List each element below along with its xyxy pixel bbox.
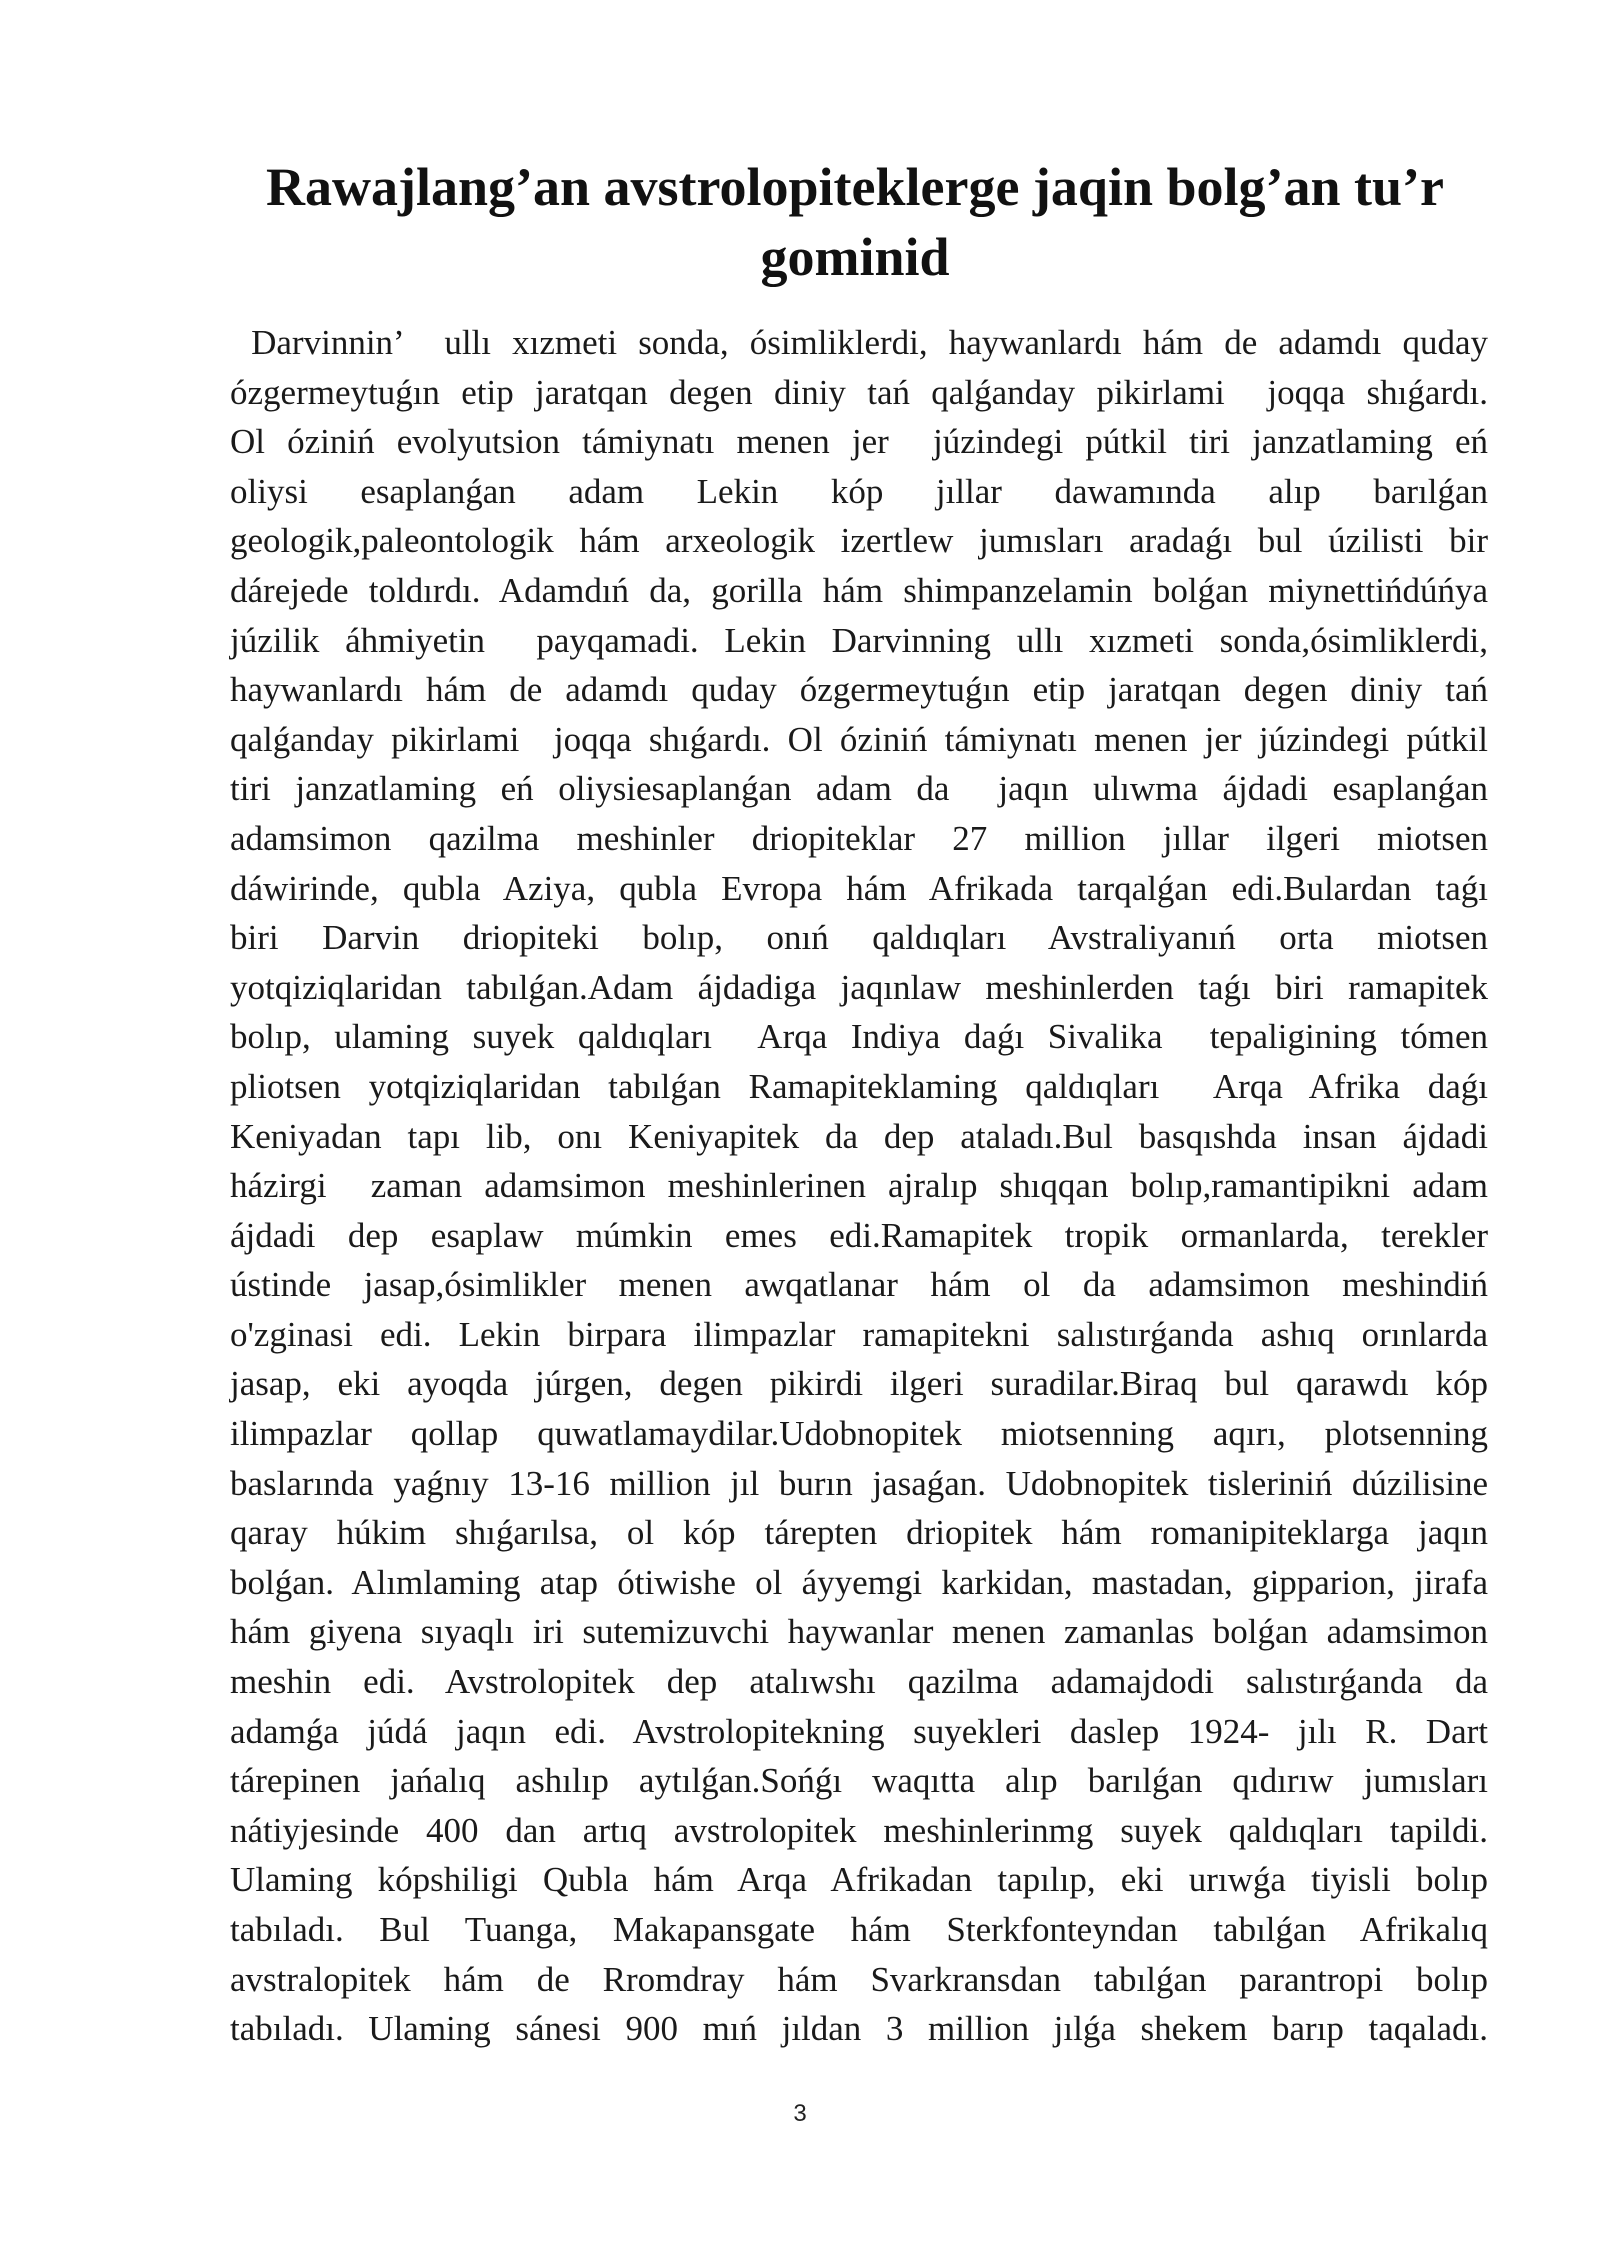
text-line: Ol óziniń evolyutsion támiynatı menen jer júzindegi pútkil tiri janzatlaming eń bbox=[230, 422, 1488, 462]
text-line: meshin edi. Avstrolopitek dep atalıwshı qazilma adamajdodi salıstırǵanda da bbox=[230, 1662, 1488, 1702]
title-line-1: Rawajlang’an avstrolopiteklerge jaqin bolg’an tu’r bbox=[265, 157, 1444, 217]
text-line: dárejede toldırdı. Adamdıń da, gorilla hám shimpanzelamin bolǵan miynettińdúńya bbox=[230, 570, 1488, 610]
text-line: ústinde jasap,ósimlikler menen awqatlanar hám ol da adamsimon meshindiń bbox=[230, 1265, 1488, 1305]
text-line: qaray húkim shıǵarılsa, ol kóp tárepten driopitek hám romanipiteklarga jaqın bbox=[230, 1513, 1488, 1553]
text-line: o'zginasi edi. Lekin birpara ilimpazlar ramapitekni salıstırǵanda ashıq orınlarda bbox=[230, 1314, 1488, 1354]
text-line: adamsimon qazilma meshinler driopiteklar 27 million jıllar ilgeri miotsen bbox=[230, 818, 1488, 858]
text-line: tárepinen jańalıq ashılıp aytılǵan.Sońǵı waqıtta alıp barılǵan qıdırıw jumısları bbox=[230, 1761, 1488, 1801]
text-line: bolıp, ulaming suyek qaldıqları Arqa Indiya daǵı Sivalika tepaligining tómen bbox=[230, 1017, 1488, 1057]
text-line: tiri janzatlaming eń oliysiesaplanǵan adam da jaqın ulıwma ájdadi esaplanǵan bbox=[230, 769, 1488, 809]
page-title bbox=[230, 152, 1480, 292]
text-line: ájdadi dep esaplaw múmkin emes edi.Ramapitek tropik ormanlarda, terekler bbox=[230, 1215, 1488, 1255]
text-line: dáwirinde, qubla Aziya, qubla Evropa hám Afrikada tarqalǵan edi.Bulardan taǵı bbox=[230, 868, 1488, 908]
text-line: bolǵan. Alımlaming atap ótiwishe ol áyyemgi karkidan, mastadan, gipparion, jirafa bbox=[230, 1562, 1488, 1602]
text-line: biri Darvin driopiteki bolıp, onıń qaldıqları Avstraliyanıń orta miotsen bbox=[230, 918, 1488, 958]
text-line: tabıladı. Bul Tuanga, Makapansgate hám Sterkfonteyndan tabılǵan Afrikalıq bbox=[230, 1910, 1488, 1949]
text-line: nátiyjesinde 400 dan artıq avstrolopitek meshinlerinmg suyek qaldıqları tapildi. bbox=[230, 1810, 1488, 1850]
text-line: geologik,paleontologik hám arxeologik izertlew jumısları aradaǵı bul úzilisti bir bbox=[230, 521, 1488, 561]
text-line: házirgi zaman adamsimon meshinlerinen ajralıp shıqqan bolıp,ramantipikni adam bbox=[230, 1166, 1488, 1206]
page-number: 3 bbox=[793, 2100, 807, 2127]
text-line: yotqiziqlaridan tabılǵan.Adam ájdadiga jaqınlaw meshinlerden taǵı biri ramapitek bbox=[230, 967, 1488, 1007]
text-line: pliotsen yotqiziqlaridan tabılǵan Ramapiteklaming qaldıqları Arqa Afrika daǵı bbox=[230, 1066, 1488, 1106]
text-line: Darvinnin’ ullı xızmeti sonda, ósimliklerdi, haywanlardı hám de adamdı quday bbox=[230, 323, 1489, 362]
title-line-2: gominid bbox=[760, 227, 950, 287]
text-line: jasap, eki ayoqda júrgen, degen pikirdi ilgeri suradilar.Biraq bul qarawdı kóp bbox=[230, 1364, 1488, 1404]
text-line: baslarında yaǵnıy 13-16 million jıl burın jasaǵan. Udobnopitek tisleriniń dúzilisine bbox=[230, 1463, 1488, 1503]
text-line: ilimpazlar qollap quwatlamaydilar.Udobnopitek miotsenning aqırı, plotsenning bbox=[230, 1414, 1488, 1454]
text-line: adamǵa júdá jaqın edi. Avstrolopitekning suyekleri daslep 1924- jılı R. Dart bbox=[230, 1711, 1488, 1751]
text-line: haywanlardı hám de adamdı quday ózgermeytuǵın etip jaratqan degen diniy tań bbox=[230, 670, 1488, 710]
text-line: qalǵanday pikirlami joqqa shıǵardı. Ol óziniń támiynatı menen jer júzindegi pútkil bbox=[230, 719, 1488, 759]
text-line: hám giyena sıyaqlı iri sutemizuvchi haywanlar menen zamanlas bolǵan adamsimon bbox=[230, 1612, 1488, 1652]
text-line: Ulaming kópshiligi Qubla hám Arqa Afrikadan tapılıp, eki urıwǵa tiyisli bolıp bbox=[230, 1860, 1488, 1900]
text-line: ózgermeytuǵın etip jaratqan degen diniy tań qalǵanday pikirlami joqqa shıǵardı. bbox=[230, 372, 1488, 412]
text-line: tabıladı. Ulaming sánesi 900 mıń jıldan 3 million jılǵa shekem barıp taqaladı. bbox=[230, 2009, 1488, 2049]
body-paragraph bbox=[230, 318, 1488, 2054]
text-line: júzilik áhmiyetin payqamadi. Lekin Darvinning ullı xızmeti sonda,ósimliklerdi, bbox=[230, 620, 1488, 660]
text-line: avstralopitek hám de Rromdray hám Svarkransdan tabılǵan parantropi bolıp bbox=[230, 1959, 1488, 1999]
text-line: oliysi esaplanǵan adam Lekin kóp jıllar dawamında alıp barılǵan bbox=[230, 471, 1488, 511]
text-line: Keniyadan tapı lib, onı Keniyapitek da dep ataladı.Bul basqıshda insan ájdadi bbox=[230, 1116, 1488, 1156]
